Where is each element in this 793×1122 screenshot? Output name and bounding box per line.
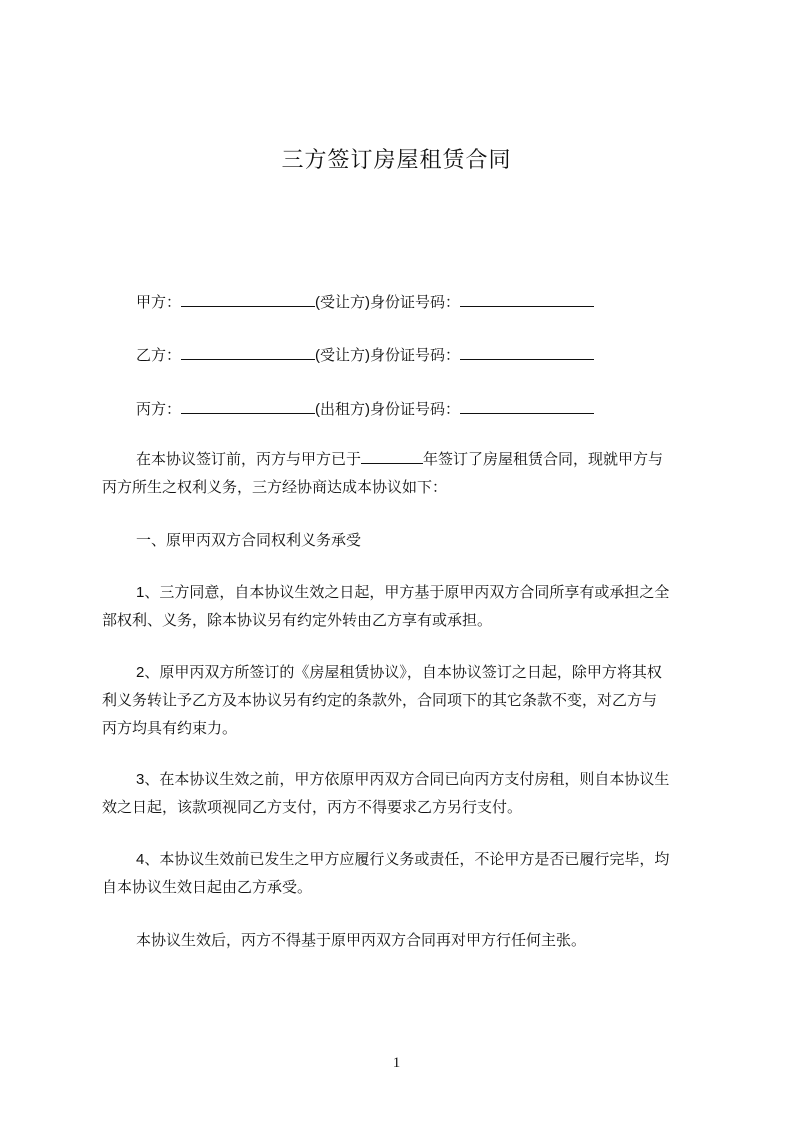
party-label: 丙方：	[136, 401, 182, 418]
intro-paragraph	[102, 446, 708, 502]
id-blank[interactable]	[460, 292, 594, 307]
intro-text: 丙方所生之权利义务，三方经协商达成本协议如下：	[102, 479, 448, 496]
party-label: 乙方：	[136, 347, 182, 364]
clause-line: 利义务转让予乙方及本协议另有约定的条款外，合同项下的其它条款不变，对乙方与	[102, 692, 658, 709]
intro-text: 年签订了房屋租赁合同，现就甲方与	[423, 451, 664, 468]
party-label: 甲方：	[136, 294, 182, 311]
name-blank[interactable]	[181, 292, 315, 307]
clause-line: 4、本协议生效前已发生之甲方应履行义务或责任，不论甲方是否已履行完毕，均	[136, 851, 670, 868]
clause-line: 自本协议生效日起由乙方承受。	[102, 879, 313, 896]
clause-line: 丙方均具有约束力。	[102, 720, 238, 737]
document-title: 三方签订房屋租赁合同	[281, 147, 512, 172]
clause-2	[102, 659, 708, 743]
clause-line: 2、原甲丙双方所签订的《房屋租赁协议》，自本协议签订之日起，除甲方将其权	[136, 664, 662, 681]
party-role: (受让方)身份证号码：	[315, 347, 461, 364]
clause-line: 部权利、义务，除本协议另有约定外转由乙方享有或承担。	[102, 612, 493, 629]
clause-line: 1、三方同意，自本协议生效之日起，甲方基于原甲丙双方合同所享有或承担之全	[136, 584, 670, 601]
id-blank[interactable]	[460, 399, 594, 414]
clause-line: 3、在本协议生效之前，甲方依原甲丙双方合同已向丙方支付房租，则自本协议生	[136, 771, 670, 788]
id-blank[interactable]	[460, 345, 594, 360]
year-blank[interactable]	[361, 449, 423, 464]
clause-4	[102, 846, 708, 902]
clause-1	[102, 579, 708, 635]
closing-text: 本协议生效后，丙方不得基于原甲丙双方合同再对甲方行任何主张。	[136, 932, 587, 949]
party-line-a	[136, 291, 594, 312]
clause-3	[102, 766, 708, 822]
intro-text: 在本协议签订前，丙方与甲方已于	[136, 451, 362, 468]
section-heading	[102, 527, 708, 555]
closing-paragraph	[102, 927, 708, 955]
page-number: 1	[392, 1055, 401, 1071]
name-blank[interactable]	[181, 399, 315, 414]
party-line-b	[136, 344, 594, 365]
clause-line: 效之日起，该款项视同乙方支付，丙方不得要求乙方另行支付。	[102, 799, 523, 816]
name-blank[interactable]	[181, 345, 315, 360]
section-heading-text: 一、原甲丙双方合同权利义务承受	[136, 532, 362, 549]
party-role: (受让方)身份证号码：	[315, 294, 461, 311]
party-line-c	[136, 398, 594, 419]
party-role: (出租方)身份证号码：	[315, 401, 461, 418]
